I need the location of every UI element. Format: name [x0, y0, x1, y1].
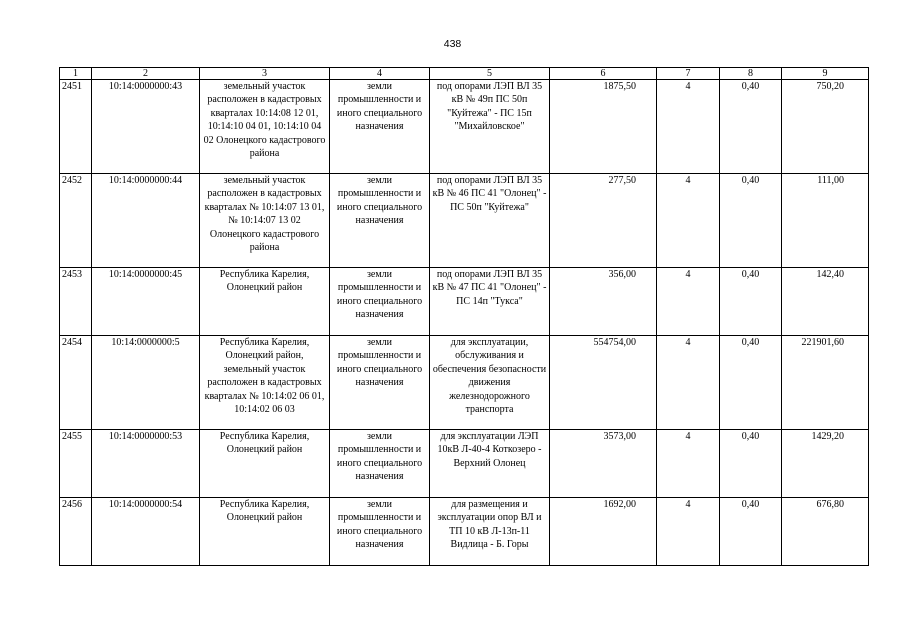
- cadastral-number-cell: 10:14:0000000:53: [92, 430, 200, 498]
- permitted-use-cell: под опорами ЛЭП ВЛ 35 кВ № 49п ПС 50п "Куйтежа" - ПС 15п "Михайловское": [430, 80, 550, 174]
- row-number-cell: 2452: [60, 174, 92, 268]
- payment-cell: 142,40: [782, 268, 869, 336]
- table-row: [60, 336, 869, 430]
- payment-cell: 676,80: [782, 498, 869, 566]
- land-category-cell: земли промышленности и иного специального назначения: [330, 498, 430, 566]
- rate-cell: 0,40: [720, 80, 782, 174]
- location-cell: Республика Карелия, Олонецкий район, земельный участок расположен в кадастровых кварталах № 10:14:02 06 01, 10:14:02 06 03: [200, 336, 330, 430]
- col7-cell: 4: [657, 336, 720, 430]
- rate-cell: 0,40: [720, 336, 782, 430]
- cadastral-number-cell: 10:14:0000000:45: [92, 268, 200, 336]
- column-header: 1: [60, 68, 92, 80]
- area-cell: 356,00: [550, 268, 657, 336]
- column-header: 7: [657, 68, 720, 80]
- table-row: [60, 498, 869, 566]
- row-number-cell: 2453: [60, 268, 92, 336]
- column-header: 3: [200, 68, 330, 80]
- header-row: [60, 68, 869, 80]
- rate-cell: 0,40: [720, 430, 782, 498]
- cadastral-number-cell: 10:14:0000000:43: [92, 80, 200, 174]
- land-registry-table: [59, 67, 869, 566]
- row-number-cell: 2451: [60, 80, 92, 174]
- area-cell: 3573,00: [550, 430, 657, 498]
- payment-cell: 750,20: [782, 80, 869, 174]
- location-cell: Республика Карелия, Олонецкий район: [200, 430, 330, 498]
- column-header: 6: [550, 68, 657, 80]
- rate-cell: 0,40: [720, 498, 782, 566]
- column-header: 4: [330, 68, 430, 80]
- column-header: 2: [92, 68, 200, 80]
- col7-cell: 4: [657, 268, 720, 336]
- payment-cell: 1429,20: [782, 430, 869, 498]
- location-cell: земельный участок расположен в кадастровых кварталах 10:14:08 12 01, 10:14:10 04 01, 10:14:10 04 02 Олонецкого кадастрового района: [200, 80, 330, 174]
- col7-cell: 4: [657, 174, 720, 268]
- col7-cell: 4: [657, 498, 720, 566]
- row-number-cell: 2455: [60, 430, 92, 498]
- rate-cell: 0,40: [720, 174, 782, 268]
- location-cell: земельный участок расположен в кадастровых кварталах № 10:14:07 13 01, № 10:14:07 13 02 Олонецкого кадастрового района: [200, 174, 330, 268]
- permitted-use-cell: под опорами ЛЭП ВЛ 35 кВ № 47 ПС 41 "Олонец" - ПС 14п "Тукса": [430, 268, 550, 336]
- page-number: 438: [443, 38, 462, 50]
- row-number-cell: 2454: [60, 336, 92, 430]
- row-number-cell: 2456: [60, 498, 92, 566]
- land-category-cell: земли промышленности и иного специального назначения: [330, 430, 430, 498]
- land-category-cell: земли промышленности и иного специального назначения: [330, 80, 430, 174]
- table-row: [60, 174, 869, 268]
- column-header: 8: [720, 68, 782, 80]
- land-category-cell: земли промышленности и иного специального назначения: [330, 174, 430, 268]
- cadastral-number-cell: 10:14:0000000:44: [92, 174, 200, 268]
- permitted-use-cell: для размещения и эксплуатации опор ВЛ и ТП 10 кВ Л-13п-11 Видлица - Б. Горы: [430, 498, 550, 566]
- land-category-cell: земли промышленности и иного специального назначения: [330, 268, 430, 336]
- payment-cell: 221901,60: [782, 336, 869, 430]
- payment-cell: 111,00: [782, 174, 869, 268]
- cadastral-number-cell: 10:14:0000000:54: [92, 498, 200, 566]
- table-row: [60, 80, 869, 174]
- col7-cell: 4: [657, 80, 720, 174]
- column-header: 5: [430, 68, 550, 80]
- location-cell: Республика Карелия, Олонецкий район: [200, 498, 330, 566]
- rate-cell: 0,40: [720, 268, 782, 336]
- table-row: [60, 268, 869, 336]
- permitted-use-cell: под опорами ЛЭП ВЛ 35 кВ № 46 ПС 41 "Олонец" - ПС 50п "Куйтежа": [430, 174, 550, 268]
- cadastral-number-cell: 10:14:0000000:5: [92, 336, 200, 430]
- col7-cell: 4: [657, 430, 720, 498]
- location-cell: Республика Карелия, Олонецкий район: [200, 268, 330, 336]
- area-cell: 1875,50: [550, 80, 657, 174]
- area-cell: 1692,00: [550, 498, 657, 566]
- area-cell: 277,50: [550, 174, 657, 268]
- permitted-use-cell: для эксплуатации ЛЭП 10кВ Л-40-4 Коткозеро - Верхний Олонец: [430, 430, 550, 498]
- table-row: [60, 430, 869, 498]
- permitted-use-cell: для эксплуатации, обслуживания и обеспечения безопасности движения железнодорожного транспорта: [430, 336, 550, 430]
- area-cell: 554754,00: [550, 336, 657, 430]
- column-header: 9: [782, 68, 869, 80]
- land-category-cell: земли промышленности и иного специального назначения: [330, 336, 430, 430]
